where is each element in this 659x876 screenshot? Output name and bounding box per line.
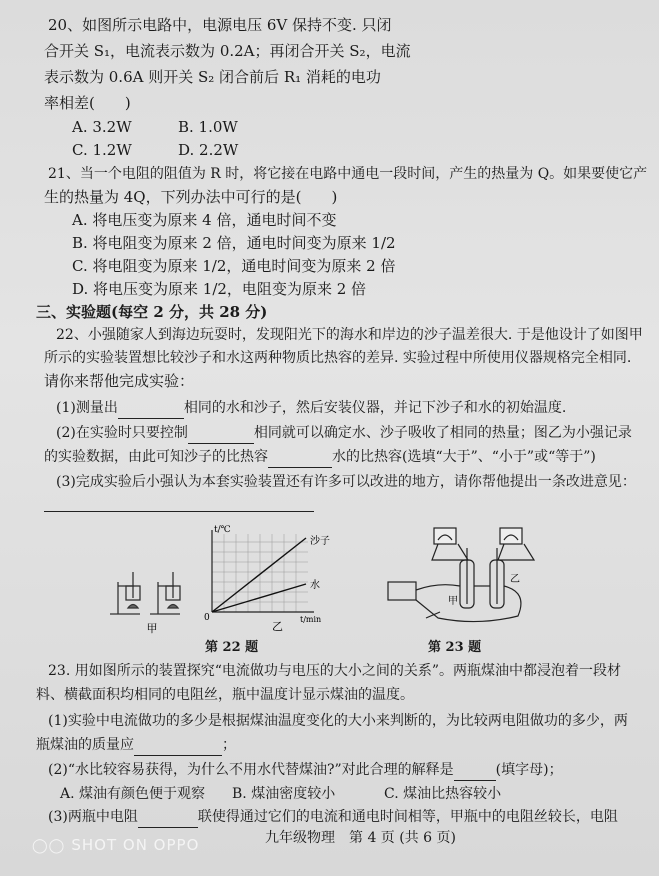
q22-part1-suffix: 相同的水和沙子，然后安装仪器，并记下沙子和水的初始温度. (183, 400, 567, 416)
q21-option-d: D. 将电压变为原来 1/2，电阻变为原来 2 倍 (72, 280, 367, 298)
q22-part2 (56, 422, 632, 444)
section3-heading: 三、实验题(每空 2 分，共 28 分) (36, 303, 268, 321)
q22-part2-prefix: (2)在实验时只要控制 (56, 425, 188, 441)
q23-blank2[interactable] (454, 764, 496, 781)
q22-part2-cont-suffix: 水的比热容(选填“大于”、“小于”或“等于”) (332, 449, 596, 465)
q22-part2-cont-prefix: 的实验数据，由此可知沙子的比热容 (44, 449, 268, 465)
q20-option-d: D. 2.2W (178, 141, 239, 159)
fig22-series-water (212, 584, 306, 612)
fig22-label-jia: 甲 (146, 622, 158, 635)
q22-blank2[interactable] (188, 427, 254, 444)
fig23-meter-right (500, 528, 522, 544)
fig23-battery (388, 582, 416, 600)
q22-blank4[interactable] (44, 495, 314, 512)
fig22-graph (204, 525, 330, 633)
q22-part1-prefix: (1)测量出 (56, 400, 118, 416)
q23-part1: (1)实验中电流做功的多少是根据煤油温度变化的大小来判断的，为比较两电阻做功的多少，两 (48, 713, 628, 729)
q23-part2 (48, 759, 563, 781)
oppo-rings-icon: ◯◯ (32, 838, 66, 854)
q22-part2-cont (44, 446, 596, 468)
q23-part2-prefix: (2)“水比较容易获得，为什么不用水代替煤油?”对此合理的解释是 (48, 762, 454, 778)
fig23-meter-left (434, 528, 456, 544)
q23-part1-prefix: 瓶煤油的质量应 (36, 737, 134, 753)
q22-blank1[interactable] (118, 402, 184, 419)
q23-part1-suffix: ； (222, 737, 236, 753)
fig23-switch (426, 612, 440, 618)
q23-option-c: C. 煤油比热容较小 (384, 786, 502, 802)
watermark-text: SHOT ON OPPO (71, 836, 200, 854)
q23-blank1[interactable] (134, 739, 222, 756)
q23-part3 (48, 806, 618, 828)
q22-part2-suffix: 相同就可以确定水、沙子吸收了相同的热量；图乙为小强记录 (253, 425, 632, 441)
q20-line4: 率相差( ) (44, 94, 131, 112)
q23-part3-prefix: (3)两瓶中电阻 (48, 809, 138, 825)
q20-line3: 表示数为 0.6A 则开关 S₂ 闭合前后 R₁ 消耗的电功 (44, 68, 381, 86)
q21-option-c: C. 将电阻变为原来 1/2，通电时间变为原来 2 倍 (72, 257, 396, 275)
q23-part3-suffix: 联使得通过它们的电流和通电时间相等，甲瓶中的电阻丝较长，电阻 (197, 809, 618, 825)
fig22-label-yi: 乙 (272, 620, 283, 633)
fig22-sand-label: 沙子 (310, 536, 330, 547)
q22-line3: 请你来帮他完成实验： (44, 372, 195, 390)
fig22-y-axis-label: t/℃ (214, 525, 231, 535)
q20-line2: 合开关 S₁，电流表示数为 0.2A；再闭合开关 S₂，电流 (44, 42, 411, 60)
q21-option-b: B. 将电阻变为原来 2 倍，通电时间变为原来 1/2 (72, 234, 396, 252)
fig22-series-sand (212, 538, 306, 612)
q21-line1: 21、当一个电阻的阻值为 R 时，将它接在电路中通电一段时间，产生的热量为 Q。如果要使它产 (48, 166, 648, 182)
q20-option-b: B. 1.0W (178, 118, 238, 136)
q20-line1: 20、如图所示电路中，电源电压 6V 保持不变. 只闭 (48, 16, 392, 34)
fig22-caption: 第 22 题 (205, 640, 259, 655)
q22-line2: 所示的实验装置想比较沙子和水这两种物质比热容的差异. 实验过程中所使用仪器规格完全相同. (44, 350, 632, 366)
q22-part1 (56, 397, 566, 419)
fig23-figure (378, 520, 548, 632)
fig22-x-axis-label: t/min (300, 615, 322, 624)
q23-blank3[interactable] (138, 811, 198, 828)
q23-line1: 23. 用如图所示的装置探究“电流做功与电压的大小之间的关系”。两瓶煤油中都浸泡着一段材 (48, 663, 622, 679)
q21-option-a: A. 将电压变为原来 4 倍，通电时间不变 (72, 211, 337, 229)
q23-part1-cont (36, 734, 236, 756)
q23-line2: 料、横截面积均相同的电阻丝，瓶中温度计显示煤油的温度。 (36, 687, 414, 703)
q20-option-c: C. 1.2W (72, 141, 132, 159)
q22-part3: (3)完成实验后小强认为本套实验装置还有许多可以改进的地方，请你帮他提出一条改进意见： (56, 474, 636, 490)
q20-option-a: A. 3.2W (72, 118, 132, 136)
fig22-apparatus (110, 572, 180, 614)
fig22-water-label: 水 (310, 580, 320, 591)
fig23-caption: 第 23 题 (428, 640, 482, 655)
fig23-label-yi: 乙 (510, 574, 520, 585)
camera-watermark (32, 836, 199, 854)
page-footer: 九年级物理 第 4 页 (共 6 页) (265, 830, 456, 846)
q22-line1: 22、小强随家人到海边玩耍时，发现阳光下的海水和岸边的沙子温差很大. 于是他设计了如图甲 (56, 327, 643, 343)
q21-line2: 生的热量为 4Q，下列办法中可行的是( ) (44, 188, 338, 206)
fig22-origin: 0 (204, 613, 210, 623)
q23-option-a: A. 煤油有颜色便于观察 (60, 786, 206, 802)
q23-option-b: B. 煤油密度较小 (232, 786, 336, 802)
q23-part2-suffix: (填字母)； (495, 762, 563, 778)
q22-blank3[interactable] (268, 451, 332, 468)
fig23-label-jia: 甲 (448, 596, 458, 607)
